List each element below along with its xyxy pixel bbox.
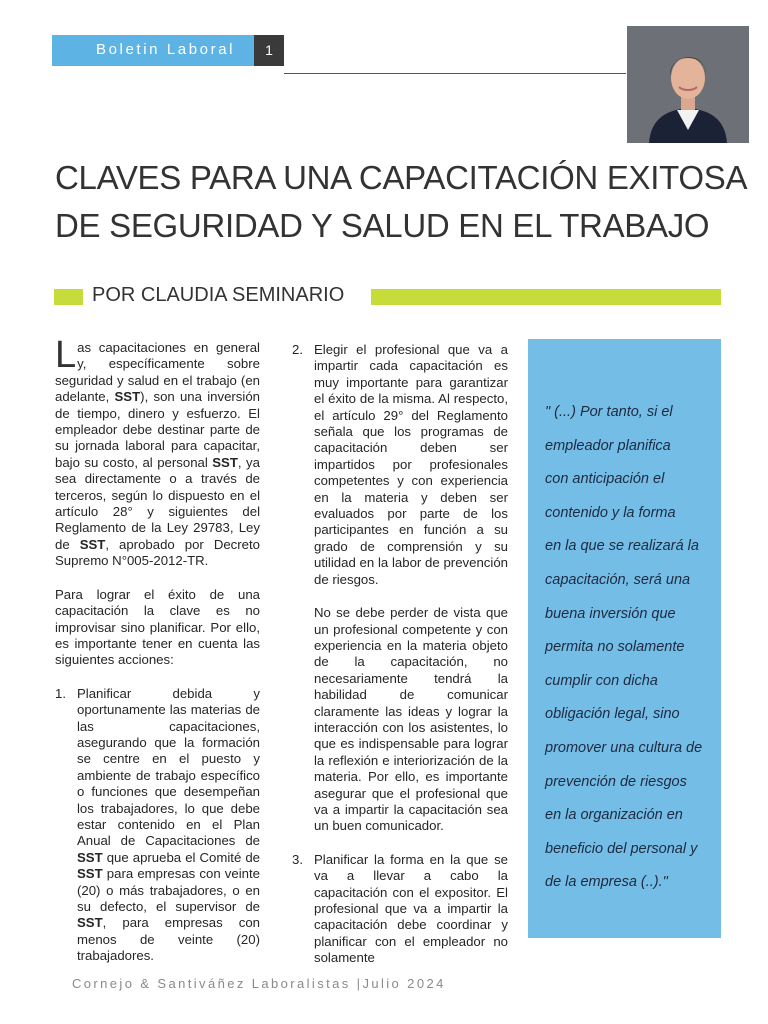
page-footer: Cornejo & Santiváñez Laboralistas |Julio 2024	[72, 976, 446, 991]
intro-paragraph: Las capacitaciones en general y, específicamente sobre seguridad y salud en el trabajo (en adelante, SST), son una inversión de tiempo, dinero y esfuerzo. El empleador debe destinar parte de su jornada laboral para capacitar, bajo su costo, al personal SST, ya sea directamente o a través de terceros, según lo dispuesto en el artículo 28° y siguientes del Reglamento de la Ley 29783, Ley de SST, aprobado por Decreto Supremo N°005-2012-TR.	[55, 334, 260, 569]
column-left	[55, 334, 260, 965]
drop-cap: L	[55, 334, 77, 376]
article-title	[55, 154, 748, 250]
page-number: 1	[254, 35, 284, 66]
author-byline: POR CLAUDIA SEMINARIO	[92, 284, 345, 306]
author-accent-left	[54, 289, 83, 305]
list-number: 2.	[292, 342, 303, 357]
article-title-line-2: DE SEGURIDAD Y SALUD EN EL TRABAJO	[55, 207, 710, 244]
list-number: 1.	[55, 685, 66, 701]
newsletter-title: Boletin Laboral	[96, 41, 236, 58]
header-divider	[284, 73, 626, 74]
list-item-3: 3. Planificar la forma en la que se va a llevar a cabo la capacitación con el expositor. El profesional que va a impartir la capacitación debe coordinar y planificar con el empleador no solamente	[292, 851, 508, 966]
column-middle	[292, 342, 508, 967]
newsletter-header	[52, 35, 254, 66]
author-photo	[627, 26, 749, 143]
article-title-line-1: CLAVES PARA UNA CAPACITACIÓN EXITOSA	[55, 159, 748, 196]
list-item-2: 2. Elegir el profesional que va a impartir cada capacitación es muy importante para garantizar el éxito de la misma. Al respecto, el artículo 29° del Reglamento señala que los programas de capacitación deben ser impartidos por profesionales competentes y con experiencia en la materia y deben ser evaluados por parte de los participantes en función a su grado de comprensión y su utilidad en la labor de prevención de riesgos.	[292, 342, 508, 587]
communicator-paragraph: No se debe perder de vista que un profesional competente y con experiencia en la materia objeto de la capacitación, no necesariamente tendrá la habilidad de comunicar claramente las ideas y lograr la interacción con los asistentes, lo que es indispensable para lograr la reflexión e interiorización de la materia. Por ello, es importante asegurar que el profesional que va a impartir la capacitación sea un buen comunicador.	[314, 605, 508, 834]
list-item-1: 1. Planificar debida y oportunamente las materias de las capacitaciones, asegurando que la formación se centre en el puesto y ambiente de trabajo específico o funciones que desempeñan los trabajadores, lo que debe estar contenido en el Plan Anual de Capacitaciones de SST que aprueba el Comité de SST para empresas con veinte (20) o más trabajadores, o en su defecto, el supervisor de SST, para empresas con menos de veinte (20) trabajadores.	[55, 685, 260, 964]
portrait-icon	[627, 26, 749, 143]
planning-paragraph: Para lograr el éxito de una capacitación la clave es no improvisar sino planificar. Por ello, es importante tener en cuenta las siguientes acciones:	[55, 586, 260, 668]
list-number: 3.	[292, 851, 303, 867]
pull-quote: " (...) Por tanto, si el empleador planifica con anticipación el contenido y la forma en la que se realizará la capacitación, será una buena inversión que permita no solamente cumplir con dicha obligación legal, sino promover una cultura de prevención de riesgos en la organización en beneficio del personal y de la empresa (..)."	[545, 404, 703, 891]
author-accent-right	[371, 289, 721, 305]
